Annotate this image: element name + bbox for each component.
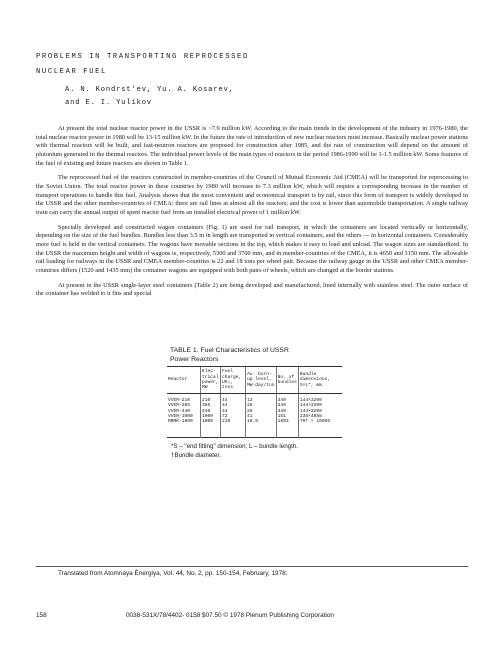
cell-reactor: VVÉR-1000 xyxy=(168,414,193,420)
cell-reactor: VVÉR-365 xyxy=(168,403,191,409)
article-body xyxy=(36,125,468,305)
fuel-characteristics-table xyxy=(167,366,342,438)
cell-fuel-charge: 44 xyxy=(221,393,246,403)
authors-line-1: A. N. Kondrst'ev, Yu. A. Kosarev, xyxy=(65,86,234,94)
cell-power: 210 xyxy=(201,393,221,403)
table-footnotes xyxy=(171,442,342,460)
col-header-bundles: No. of bundles xyxy=(276,367,298,394)
article-authors xyxy=(65,84,234,110)
table-header-row xyxy=(167,367,342,394)
cell-dimensions: 238×4865 xyxy=(298,414,342,419)
cell-fuel-charge: 44 xyxy=(221,403,246,408)
col-header-bundle-dimensions: Bundle dimensions, S×L*, mm xyxy=(298,367,342,394)
cell-reactor: VVÉR-210 xyxy=(168,397,191,403)
table-caption-line-2: Power Reactors xyxy=(170,355,219,363)
cell-power: 365 xyxy=(201,403,221,408)
authors-line-2: and E. I. Yulikov xyxy=(65,99,152,107)
cell-fuel-charge: 44 xyxy=(221,409,246,414)
cell-dimensions: 79† × 10065 xyxy=(298,419,342,437)
cell-reactor: RBMK-1000 xyxy=(168,419,193,425)
col-header-reactor: Reactor xyxy=(167,367,201,394)
cell-dimensions: 144×3200 xyxy=(298,393,342,403)
cell-dimensions: 144×3200 xyxy=(298,403,342,408)
table-row xyxy=(167,419,342,437)
cell-bundles: 151 xyxy=(276,414,298,419)
cell-burnup: 41 xyxy=(246,414,277,419)
paragraph-1: At present the total nuclear reactor power in the USSR is ~7.9 million kW. According to the main trends in the development of the industry in 1976-1980, the total nuclear reactor power in 1980 will be 13-15 million kW. In the future the rate of introduction of new nuclear reactors must increase. Basically nuclear power stations with thermal reactors will be built, and fast-neutron reactors are proposed for construction after 1985, and the rate of construction will depend on the amount of plutonium generated in the thermal reactors. The individual power levels of the main types of reactors in the period 1986-1990 will be 1-1.5 million kW. Some features of the fuel of existing and future reactors are shown in Table 1. xyxy=(36,125,468,167)
cell-burnup: 18.5 xyxy=(246,419,277,437)
footer-divider xyxy=(36,566,468,567)
cell-dimensions: 144×3200 xyxy=(298,409,342,414)
col-header-burnup: Av. burn-up level, MW·day/ton xyxy=(246,367,277,394)
table-footnote-2: †Bundle diameter. xyxy=(171,451,221,459)
table-caption xyxy=(170,347,342,364)
page-number: 158 xyxy=(36,612,47,619)
paragraph-2: The reprocessed fuel of the reactors constructed in member-countries of the Council of Mutual Economic Aid (CMEA) will be transported for reprocessing to the Soviet Union. The total reactor power in these countries by 1980 will increase to 7.3 million kW, which will require a corresponding increase in the number of transport operations to handle this fuel. Analysis shows that the most convenient and economical transport is by rail, since this form of transport is widely developed in the USSR and the other member-countries of CMEA: there are rail lines at almost all the reactors; and the cost is lower than automobile transportation. A single railway train can carry the annual output of spent reactor fuel from an installed electrical power of 1 million kW. xyxy=(36,174,468,216)
cell-fuel-charge: 72 xyxy=(221,414,246,419)
table-1 xyxy=(167,347,342,460)
paragraph-4: At present in the USSR single-layer steel containers (Table 2) are being developed and manufactured, lined internally with stainless steel. The outer surface of the container has welded to it fins and special xyxy=(36,281,468,298)
table-caption-line-1: TABLE 1. Fuel Characteristics of USSR xyxy=(170,347,289,354)
cell-bundles: 349 xyxy=(276,409,298,414)
paragraph-3: Specially developed and constructed wagon containers (Fig. 1) are used for rail transport, in which the containers are located vertically or horizontally, depending on the size of the fuel bundles. Bundles less than 3.5 m in length are transported in vertical containers, and the others — in horizontal containers. Considerably more fuel is held in the vertical containers. The wagons have movable sections in the top, which makes it easy to load and unload. The wagon sizes are standardized. In the USSR the maximum height and width of wagons is, respectively, 5300 and 3700 mm, and in member-countries of the CMEA, it is 4650 and 3150 mm. The allowable rail loading for railways in the USSR and CMEA member-countries is 22 and 18 tons per wheel pair. Because the railway gauge in the USSR and other CMEA member-countries differs (1520 and 1435 mm) the container wagons are equipped with both pairs of wheels, which are changed at the border stations. xyxy=(36,223,468,274)
title-line-2: NUCLEAR FUEL xyxy=(36,68,107,76)
cell-bundles: 1693 xyxy=(276,419,298,437)
cell-power: 1000 xyxy=(201,414,221,419)
cell-power: 440 xyxy=(201,409,221,414)
table-footnote-1: *S – "end fitting" dimension; L – bundle length. xyxy=(171,442,298,450)
article-title xyxy=(36,50,249,80)
title-line-1: PROBLEMS IN TRANSPORTING REPROCESSED xyxy=(36,53,249,61)
copyright-line: 0038-531X/78/4402- 0158 $07.50 © 1978 Plenum Publishing Corporation xyxy=(126,612,334,619)
col-header-fuel-charge: Fuel charge, UO₂, tons xyxy=(221,367,246,394)
cell-power: 1000 xyxy=(201,419,221,437)
cell-bundles: 349 xyxy=(276,403,298,408)
cell-burnup: 28 xyxy=(246,409,277,414)
translation-note: Translated from Atomnaya Énergiya, Vol. 44, No. 2, pp. 150-154, February, 1978. xyxy=(58,570,288,577)
cell-burnup: 13 xyxy=(246,393,277,403)
cell-bundles: 349 xyxy=(276,393,298,403)
col-header-power: Elec-trical power, MW xyxy=(201,367,221,394)
cell-burnup: 28 xyxy=(246,403,277,408)
cell-fuel-charge: 210 xyxy=(221,419,246,437)
cell-reactor: VVÉR-440 xyxy=(168,408,191,414)
table-row xyxy=(167,393,342,403)
